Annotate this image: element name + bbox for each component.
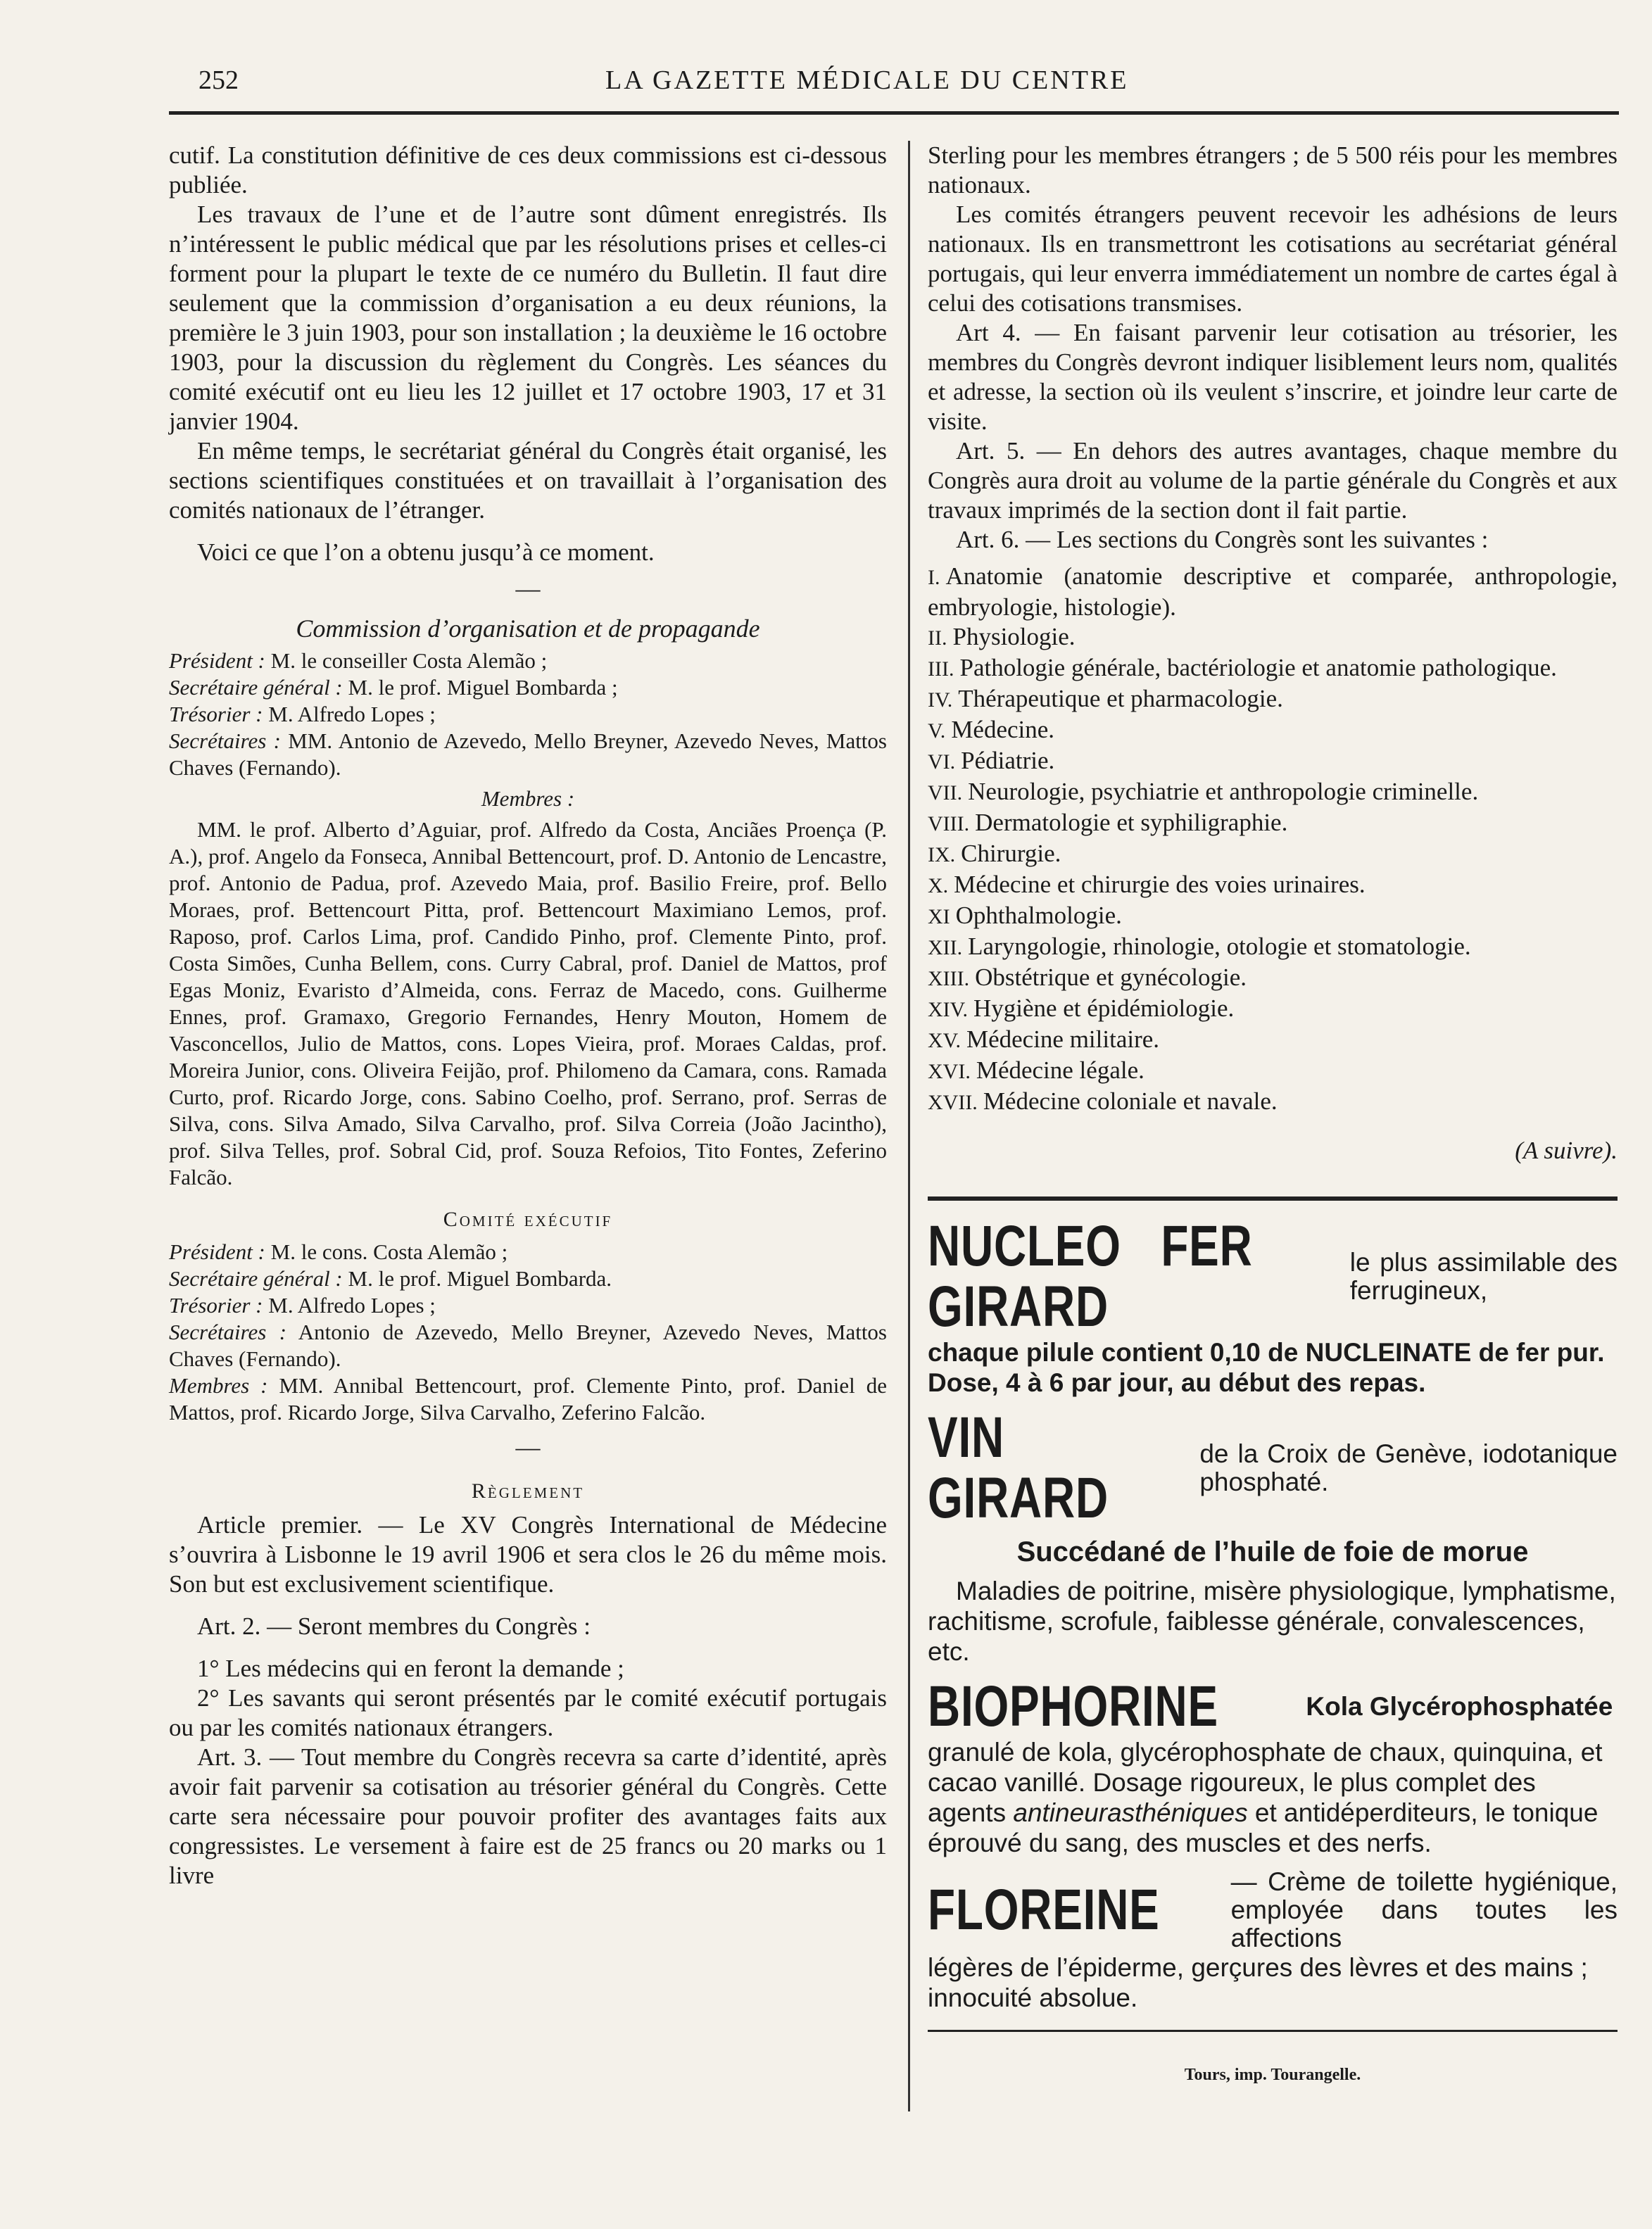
value: MM. Annibal Bettencourt, prof. Clemente Pinto, prof. Daniel de Mattos, prof. Ricardo Jorge, Silva Carvalho, Zeferino Falcão. xyxy=(169,1373,887,1425)
value: M. le prof. Miguel Bombarda. xyxy=(348,1266,612,1291)
flo-brand: FLOREINE xyxy=(928,1878,1160,1942)
label: Membres : xyxy=(169,1373,268,1398)
vin-ad-header xyxy=(928,1408,1618,1529)
flo-tag: — Crème de toilette hygiénique, employée dans toutes les affections xyxy=(1230,1867,1618,1952)
bio-brand: BIOPHORINE xyxy=(928,1674,1218,1738)
value: M. Alfredo Lopes ; xyxy=(268,1293,436,1318)
page-number: 252 xyxy=(198,65,239,95)
paragraph: En même temps, le secrétariat général du Congrès était organisé, les sections scientifiques constituées et on travaillait à l’organisation des comités nationaux de l’étranger. xyxy=(169,437,887,524)
ad-rule xyxy=(928,1196,1618,1201)
running-title: LA GAZETTE MÉDICALE DU CENTRE xyxy=(605,65,1129,95)
section-number: XIII. xyxy=(928,967,970,990)
section-item xyxy=(928,684,1618,715)
paragraph: Voici ce que l’on a obtenu jusqu’à ce moment. xyxy=(197,538,655,566)
section-item xyxy=(928,870,1618,901)
section-number: XIV. xyxy=(928,998,968,1021)
bio-text-italic: antineurasthéniques xyxy=(1013,1798,1248,1827)
section-number: XII. xyxy=(928,936,963,959)
article-item: 2° Les savants qui seront présentés par le comité exécutif portugais ou par les comités nationaux étrangers. xyxy=(169,1684,887,1741)
nucleo-line: Dose, 4 à 6 par jour, au début des repas. xyxy=(928,1368,1426,1397)
label: Trésorier : xyxy=(169,1293,263,1318)
imprint: Tours, imp. Tourangelle. xyxy=(1184,2066,1361,2084)
commission-list xyxy=(169,648,887,1191)
section-text: Médecine coloniale et navale. xyxy=(983,1087,1278,1115)
section-text: Médecine militaire. xyxy=(966,1025,1160,1053)
section-text: Médecine et chirurgie des voies urinaires. xyxy=(954,871,1366,898)
article: Art 4. — En faisant parvenir leur cotisation au trésorier, les membres du Congrès devront indiquer lisiblement leurs nom, qualités et adresse, la section où ils veulent s’inscrire, et joindre leur carte de visite. xyxy=(928,319,1618,435)
bio-text-part: et antidéperditeurs, le tonique éprouvé du sang, des muscles et des nerfs. xyxy=(928,1798,1599,1857)
section-text: Pédiatrie. xyxy=(961,747,1055,774)
bio-text xyxy=(928,1737,1618,1858)
label: Président : xyxy=(169,1239,265,1264)
vin-subtitle: Succédané de l’huile de foie de morue xyxy=(1016,1536,1529,1567)
value: M. le conseiller Costa Alemão ; xyxy=(270,648,548,673)
bio-tag: Kola Glycérophosphatée xyxy=(1306,1692,1613,1721)
value: MM. Antonio de Azevedo, Mello Breyner, Azevedo Neves, Mattos Chaves (Fernando). xyxy=(169,728,887,780)
section-number: II. xyxy=(928,626,947,650)
article: Art. 5. — En dehors des autres avantages, chaque membre du Congrès aura droit au volume de la partie générale du Congrès et aux travaux imprimés de la section dont il fait partie. xyxy=(928,437,1618,524)
label: Président : xyxy=(169,648,265,673)
advertisements xyxy=(928,1216,1618,2013)
label: Secrétaires : xyxy=(169,1320,287,1344)
flo-text: légères de l’épiderme, gerçures des lèvres et des mains ; innocuité absolue. xyxy=(928,1953,1588,2012)
paragraph: Les travaux de l’une et de l’autre sont dûment enregistrés. Ils n’intéressent le public médical que par les résolutions prises et celles-ci forment pour la plupart le texte de ce numéro du Bulletin. Il faut dire seulement que la commission d’organisation a eu deux réunions, la première le 3 juin 1903, pour son installation ; la deuxième le 16 octobre 1903, pour la discussion du règlement du Congrès. Les séances du comité exécutif ont eu lieu les 12 juillet et 17 octobre 1903, 17 et 31 janvier 1904. xyxy=(169,201,887,435)
section-item xyxy=(928,901,1618,932)
section-text: Obstétrique et gynécologie. xyxy=(975,964,1247,991)
paragraph: Sterling pour les membres étrangers ; de 5 500 réis pour les membres nationaux. xyxy=(928,141,1618,198)
section-item xyxy=(928,777,1618,808)
bio-text-part: granulé de kola, glycérophosphate de chaux, quinquina, et cacao vanillé. Dosage rigoureux, le plus complet des agents xyxy=(928,1738,1603,1827)
section-item xyxy=(928,932,1618,963)
section-text: Ophthalmologie. xyxy=(955,902,1122,929)
reglement-heading: Règlement xyxy=(471,1479,585,1503)
section-number: IX. xyxy=(928,843,956,866)
right-column xyxy=(928,141,1618,2090)
section-number: IV. xyxy=(928,688,953,712)
label: Secrétaires : xyxy=(169,728,281,753)
imprint-rule xyxy=(928,2030,1618,2032)
nucleo-ad-header xyxy=(928,1216,1618,1337)
value: M. le prof. Miguel Bombarda ; xyxy=(348,675,618,700)
article: Art. 3. — Tout membre du Congrès recevra sa carte d’identité, après avoir fait parvenir sa cotisation au trésorier général du Congrès. Cette carte sera nécessaire pour pouvoir profiter des avantages faits aux congressistes. Le versement à faire est de 25 francs ou 20 marks ou 1 livre xyxy=(169,1743,887,1889)
column-divider xyxy=(908,141,910,2111)
left-column xyxy=(169,141,887,1890)
membres-heading: Membres : xyxy=(481,786,575,811)
section-text: Anatomie (anatomie descriptive et comparée, anthropologie, embryologie, histologie). xyxy=(928,562,1618,621)
section-number: VI. xyxy=(928,750,956,773)
membres-list: MM. le prof. Alberto d’Aguiar, prof. Alfredo da Costa, Anciães Proença (P. A.), prof. Angelo da Fonseca, Annibal Bettencourt, prof. D. Antonio de Lencastre, prof. Antonio de Padua, prof. Azevedo Maia, prof. Basilio Freire, prof. Bello Moraes, prof. Bettencourt Pitta, prof. Bettencourt Maximiano Lemos, prof. Raposo, prof. Carlos Lima, prof. Candido Pinho, prof. Clemente Pinto, prof. Costa Simões, Cunha Bellem, cons. Curry Cabral, prof. Daniel de Mattos, prof Egas Moniz, Evaristo d’Almeida, cons. Ferraz de Macedo, cons. Guilherme Ennes, prof. Gramaxo, Gregorio Fernandes, Henry Mouton, Homem de Vasconcellos, Julio de Mattos, cons. Lopes Vieira, prof. Moraes Caldas, prof. Moreira Junior, cons. Oliveira Feijão, prof. Philomeno da Camara, cons. Ramada Curto, prof. Ricardo Jorge, cons. Sabino Coelho, prof. Serrano, prof. Serras de Silva, cons. Silva Amado, Silva Carvalho, prof. Silva Correia (João Jacintho), prof. Silva Telles, prof. Sobral Cid, prof. Souza Refoios, Tito Fontes, Zeferino Falcão. xyxy=(169,817,887,1189)
section-number: V. xyxy=(928,719,946,743)
section-text: Pathologie générale, bactériologie et anatomie pathologique. xyxy=(959,654,1557,681)
bio-ad-header xyxy=(928,1674,1618,1738)
article: Art. 6. — Les sections du Congrès sont les suivantes : xyxy=(956,526,1489,553)
section-item xyxy=(928,715,1618,746)
section-item xyxy=(928,808,1618,839)
section-item xyxy=(928,653,1618,684)
comite-list xyxy=(169,1239,887,1426)
section-text: Laryngologie, rhinologie, otologie et stomatologie. xyxy=(968,933,1471,960)
vin-brand: VIN GIRARD xyxy=(928,1406,1109,1530)
separator-dash: — xyxy=(515,575,541,602)
section-text: Médecine. xyxy=(951,716,1055,743)
article: Art. 2. — Seront membres du Congrès : xyxy=(197,1612,591,1640)
value: M. le cons. Costa Alemão ; xyxy=(270,1239,508,1264)
section-text: Chirurgie. xyxy=(961,840,1061,867)
section-item xyxy=(928,1056,1618,1087)
to-be-continued: (A suivre). xyxy=(1515,1137,1618,1164)
section-text: Dermatologie et syphiligraphie. xyxy=(975,809,1288,836)
value: Antonio de Azevedo, Mello Breyner, Azevedo Neves, Mattos Chaves (Fernando). xyxy=(169,1320,887,1371)
vin-text: Maladies de poitrine, misère physiologique, lymphatisme, rachitisme, scrofule, faiblesse générale, convalescences, etc. xyxy=(928,1577,1616,1666)
label: Secrétaire général : xyxy=(169,675,343,700)
nucleo-line: chaque pilule contient 0,10 de NUCLEINATE de fer pur. xyxy=(928,1338,1605,1367)
paragraph: Les comités étrangers peuvent recevoir les adhésions de leurs nationaux. Ils en transmettront les cotisations au secrétariat général portugais, qui leur enverra immédiatement un nombre de cartes égal à celui des cotisations transmises. xyxy=(928,201,1618,317)
commission-heading: Commission d’organisation et de propagande xyxy=(296,614,760,643)
section-number: XVII. xyxy=(928,1091,978,1114)
section-item xyxy=(928,963,1618,994)
section-text: Neurologie, psychiatrie et anthropologie criminelle. xyxy=(968,778,1479,805)
separator-dash: — xyxy=(515,1434,541,1461)
section-item xyxy=(928,1087,1618,1118)
section-number: XV. xyxy=(928,1029,961,1052)
section-number: XI xyxy=(928,905,950,928)
comite-heading: Comité exécutif xyxy=(443,1208,613,1231)
sections-list xyxy=(928,562,1618,1118)
value: M. Alfredo Lopes ; xyxy=(268,702,436,726)
section-number: III. xyxy=(928,657,954,681)
paragraph: cutif. La constitution définitive de ces deux commissions est ci-dessous publiée. xyxy=(169,141,887,198)
section-number: I. xyxy=(928,566,940,589)
section-item xyxy=(928,746,1618,777)
section-item xyxy=(928,994,1618,1025)
vin-tag: de la Croix de Genève, iodotanique phosphaté. xyxy=(1199,1439,1618,1496)
flo-ad-header xyxy=(928,1868,1618,1952)
section-number: VII. xyxy=(928,781,963,804)
nucleo-brand: NUCLEO FER GIRARD xyxy=(928,1214,1253,1339)
section-text: Thérapeutique et pharmacologie. xyxy=(958,685,1283,712)
label: Trésorier : xyxy=(169,702,263,726)
label: Secrétaire général : xyxy=(169,1266,343,1291)
nucleo-tag: le plus assimilable des ferrugineux, xyxy=(1349,1248,1618,1305)
section-text: Physiologie. xyxy=(952,623,1076,650)
header-rule xyxy=(169,111,1619,115)
section-item xyxy=(928,562,1618,622)
article-item: 1° Les médecins qui en feront la demande ; xyxy=(197,1655,624,1682)
section-item xyxy=(928,1025,1618,1056)
section-item xyxy=(928,839,1618,870)
section-item xyxy=(928,622,1618,653)
section-text: Médecine légale. xyxy=(976,1056,1145,1084)
article: Article premier. — Le XV Congrès International de Médecine s’ouvrira à Lisbonne le 19 avril 1906 et sera clos le 26 du même mois. Son but est exclusivement scientifique. xyxy=(169,1511,887,1598)
section-number: X. xyxy=(928,874,949,897)
section-text: Hygiène et épidémiologie. xyxy=(973,994,1235,1022)
section-number: XVI. xyxy=(928,1060,971,1083)
section-number: VIII. xyxy=(928,812,970,835)
